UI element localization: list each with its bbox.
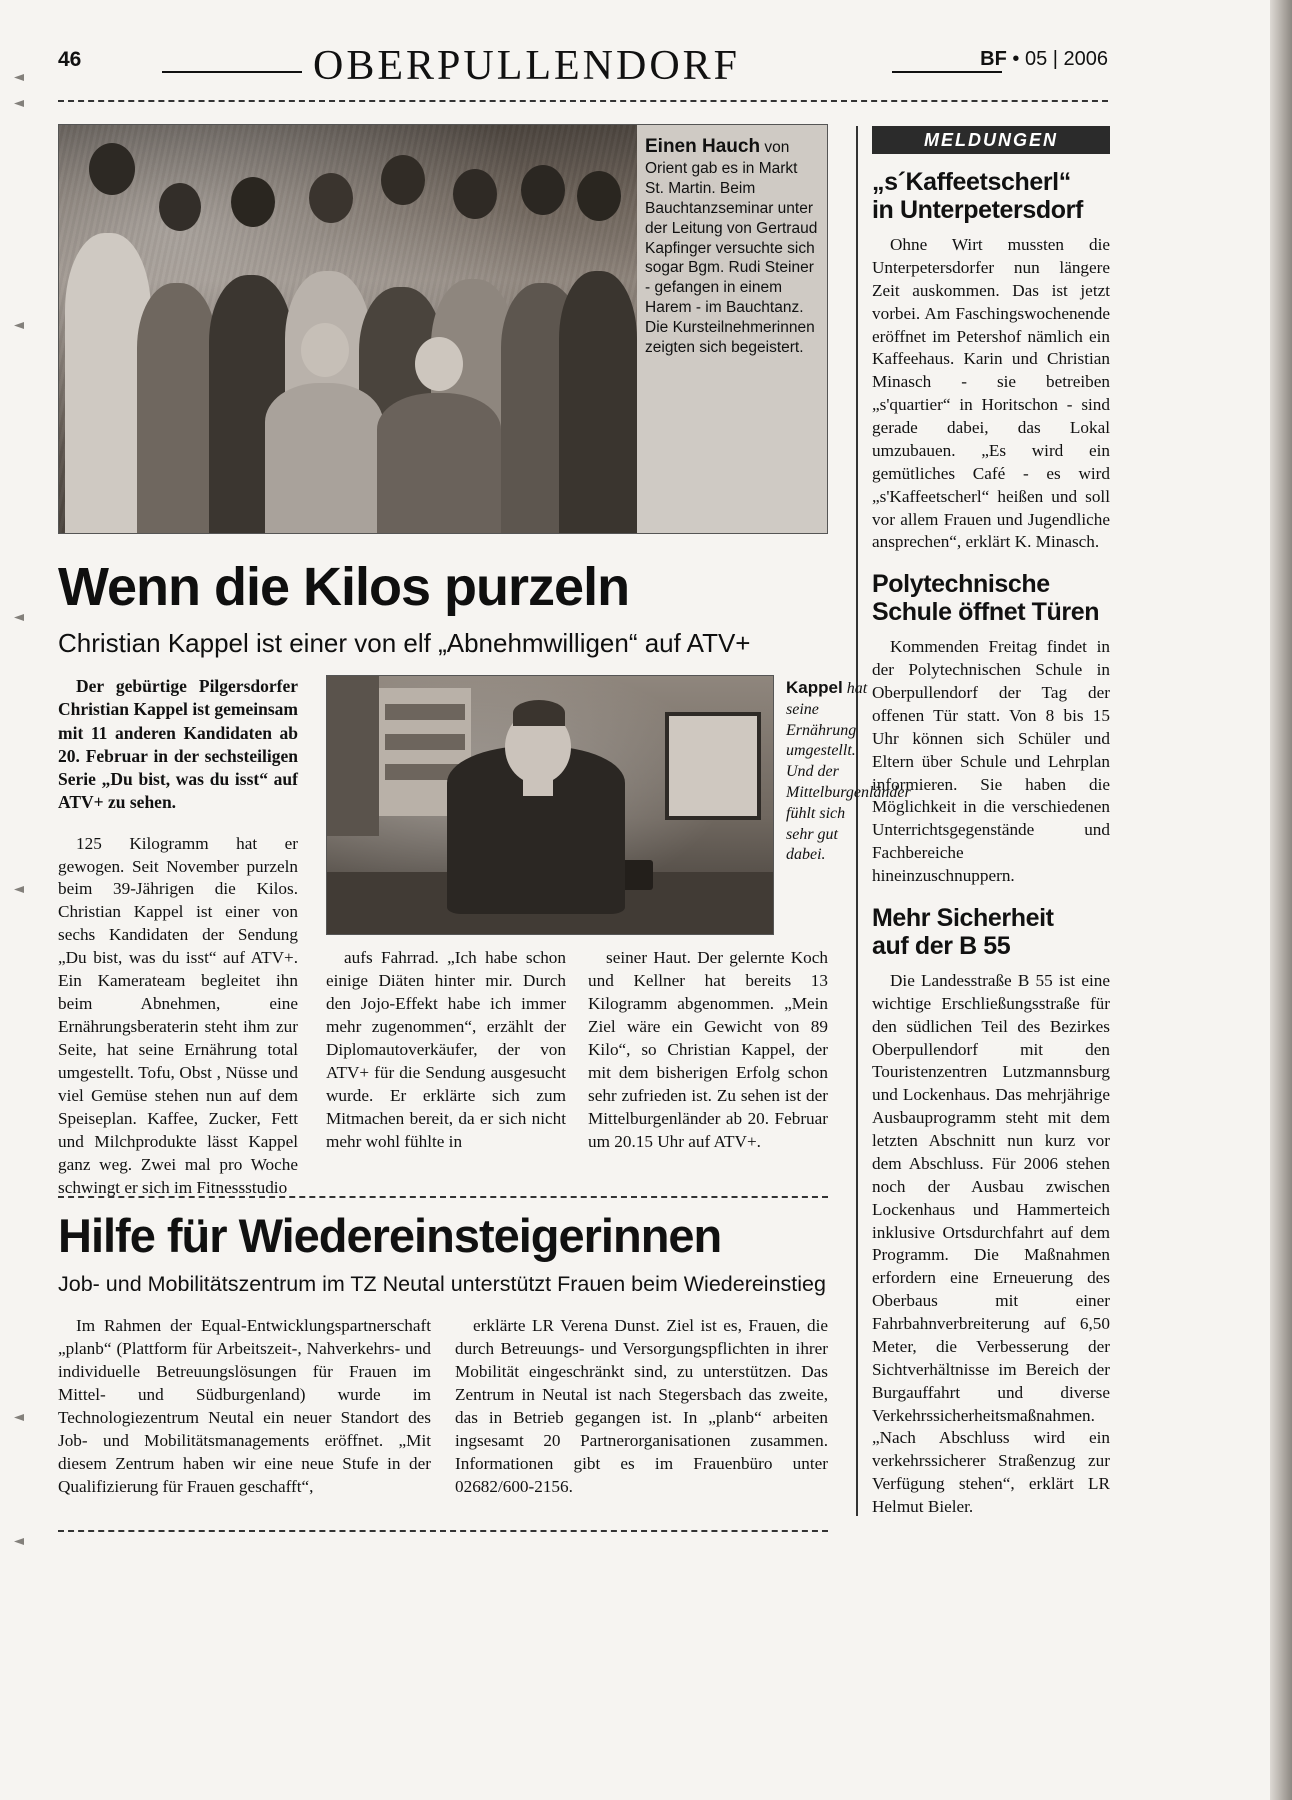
sidebar-item-title (872, 168, 1110, 224)
article2-col2-text: erklärte LR Verena Dunst. Ziel ist es, Frauen, die durch Betreuungs- und Versorgungspflichten in ihrer Mobilität eingeschränkt sind, zu unterstützen. Das Zentrum in Neutal ist nach Stegersbach das zweite, das in Betrieb gegangen ist. In „planb“ arbeiten ingsesamt 20 Partnerorganisationen zusammen. Informationen gibt es im Frauenbüro unter 02682/600-2156. (455, 1316, 828, 1496)
article-lead-paragraph (58, 675, 298, 815)
page-number: 46 (58, 48, 82, 71)
sidebar-meldungen (872, 126, 1110, 1519)
sidebar-body-text: Die Landesstraße B 55 ist eine wichtige Erschließungsstraße für den südlichen Teil des Bezirkes Oberpullendorf mit den Touristenzentren Lutzmannsburg und Lockenhaus. Das mehrjährige Ausbauprogramm steht mit dem letzten Abschnitt nun kurz vor dem Abschluss. Für 2006 stehen noch der Ausbau zwischen Lockenhaus und Hammerteich inklusive Ortsdurchfahrt auf dem Programm. Die Maßnahmen erfordern eine Erneuerung des Oberbaus mit einer Fahrbahnverbreiterung auf 6,50 Meter, die Verbesserung der Sichtverhältnisse im Bereich der Burgauffahrt und diverse Verkehrssicherheitsmaßnahmen. „Nach Abschluss wird ein verkehrssicherer Straßenzug zur Verfügung stehen“, erklärt LR Helmut Bieler. (872, 970, 1110, 1516)
page-title: OBERPULLENDORF (313, 43, 741, 89)
article-column-1 (58, 833, 298, 1200)
sidebar-body-text: Kommenden Freitag findet in der Polytechnischen Schule in Oberpullendorf der Tag der offenen Tür statt. Von 8 bis 15 Uhr können sich Schüler und Eltern über Schule und Lehrplan informieren. Sie haben die Möglichkeit in die verschiedenen Unterrichtsgegenstände und Fachbereiche hineinzuschnuppern. (872, 637, 1110, 885)
sidebar-item-polytechnische-schule (872, 570, 1110, 888)
sidebar-banner (872, 126, 1110, 154)
article2-column-2 (455, 1315, 828, 1499)
sidebar-title-line1: Polytechnische (872, 570, 1050, 599)
masthead-rule-left (162, 71, 302, 73)
sidebar-body-text: Ohne Wirt mussten die Unterpetersdorfer nun längere Zeit auskommen. Das ist jetzt vorbei. Am Faschingswochenende eröffnet im Petershof nämlich ein Kaffeehaus. Karin und Christian Minasch - sie betreiben „s'quartier“ in Horitschon - sind gerade dabei, das Lokal umzubauen. „Es wird ein gemütliches Café - es wird „s'Kaffeetscherl“ heißen und soll vor allem Frauen und Jugendliche ansprechen“, erklärt K. Minasch. (872, 235, 1110, 552)
photo-caption-kappel (786, 677, 911, 866)
article-second-body (58, 1315, 828, 1499)
sidebar-title-line2: auf der B 55 (872, 931, 1011, 960)
sidebar-item-body (872, 234, 1110, 554)
issue-prefix: BF (980, 48, 1007, 70)
sidebar-item-mehr-sicherheit-b55 (872, 904, 1110, 1519)
sidebar-title-line1: „s´Kaffeetscherl“ (872, 168, 1071, 196)
sidebar-item-kaffeetscherl (872, 168, 1110, 554)
sidebar-title-line1: Mehr Sicherheit (872, 903, 1054, 932)
article-col3-text: seiner Haut. Der gelernte Koch und Kellner hat bereits 13 Kilogramm abgenommen. „Mein Ziel wäre ein Gewicht von 89 Kilo“, so Christian Kappel, der mit dem bisherigen Erfolg schon sehr zufrieden ist. Zu sehen ist der Mittelburgenländer ab 20. Februar um 20.15 Uhr auf ATV+. (588, 947, 828, 1151)
article-headline-second: Hilfe für Wiedereinsteigerinnen (58, 1209, 722, 1262)
sidebar-title-line2: in Unterpetersdorf (872, 196, 1083, 224)
photo-christian-kappel (326, 675, 774, 935)
lead-text: Der gebürtige Pilgersdorfer Christian Kappel ist gemeinsam mit 11 anderen Kandidaten ab 20. Februar in der sechsteiligen Serie „Du bist, was du isst“ auf ATV+ zu sehen. (58, 675, 298, 813)
main-content-column (58, 124, 911, 1200)
article-headline-main: Wenn die Kilos purzeln (58, 557, 630, 617)
caption2-lead: Kappel (786, 677, 843, 697)
article-subhead-second: Job- und Mobilitätszentrum im TZ Neutal unterstützt Frauen beim Wiedereinstieg (58, 1272, 826, 1297)
caption2-text: hat seine Ernährung umgestellt. Und der Mittelburgenländer fühlt sich sehr gut dabei. (786, 679, 911, 864)
masthead-rule-right (892, 71, 1002, 73)
issue-separator: • (1012, 48, 1020, 70)
photo-caption-bellydance (645, 135, 819, 358)
masthead-dashed-divider (58, 100, 1108, 102)
page-masthead (58, 42, 1108, 94)
sidebar-banner-label: MELDUNGEN (924, 129, 1058, 150)
article-col1-text: 125 Kilogramm hat er gewogen. Seit November purzeln beim 39-Jährigen die Kilos. Christian Kappel ist einer von sechs Kandidaten der Sendung „Du bist, was du isst“ auf ATV+. Ein Kamerateam begleitet ihn beim Abnehmen, eine Ernährungsberaterin steht ihm zur Seite, hat seine Ernährung total umgestellt. Tofu, Obst , Nüsse und viel Gemüse stehen nun auf dem Speiseplan. Kaffee, Zucker, Fett und Milchprodukte lässt Kappel ganz weg. Zwei mal pro Woche schwingt er sich im Fitnessstudio (58, 833, 298, 1197)
article-column-2 (326, 947, 566, 1154)
sidebar-item-title (872, 904, 1110, 960)
article2-column-1 (58, 1315, 431, 1499)
issue-number: 05 | 2006 (1024, 48, 1108, 70)
article-col2-text: aufs Fahrrad. „Ich habe schon einige Diäten hinter mir. Durch den Jojo-Effekt habe ich immer mehr zugenommen“, erzählt der Diplomautoverkäufer, der von ATV+ für die Sendung ausgesucht wurde. Er erklärte sich zum Mitmachen bereit, da er sich nicht mehr wohl fühlte in (326, 947, 566, 1151)
sidebar-item-body (872, 970, 1110, 1519)
sidebar-item-body (872, 636, 1110, 888)
article-subhead-main: Christian Kappel ist einer von elf „Abnehmwilligen“ auf ATV+ (58, 628, 751, 659)
sidebar-title-line2: Schule öffnet Türen (872, 598, 1100, 627)
sidebar-item-title (872, 570, 1110, 626)
bottom-dashed-divider (58, 1530, 828, 1532)
scan-right-edge (1270, 0, 1292, 1800)
photo-image (59, 125, 637, 533)
article2-col1-text: Im Rahmen der Equal-Entwicklungspartnerschaft „planb“ (Plattform für Arbeitszeit-, Nahverkehrs- und individuelle Betreuungslösungen für Frauen im Mittel- und Südburgenland) wurde im Technologiezentrum Neutal ein neuer Standort des Job- und Mobilitätsmanagements eröffnet. „Mit diesem Zentrum haben wir eine neue Stufe in der Qualifizierung für Frauen geschafft“, (58, 1316, 431, 1496)
caption-lead: Einen Hauch (645, 136, 761, 157)
caption-text: von Orient gab es in Markt St. Martin. Beim Bauchtanzseminar unter der Leitung von Gertraud Kapfinger versuchte sich sogar Bgm. Rudi Steiner - gefangen in einem Harem - im Bauchtanz. Die Kursteilnehmerinnen zeigten sich begeistert. (645, 139, 818, 356)
main-article-body (58, 675, 911, 1200)
article-column-3 (588, 947, 828, 1154)
photo-bellydance-group (58, 124, 828, 534)
issue-label (980, 48, 1108, 71)
article-second (58, 1196, 828, 1499)
